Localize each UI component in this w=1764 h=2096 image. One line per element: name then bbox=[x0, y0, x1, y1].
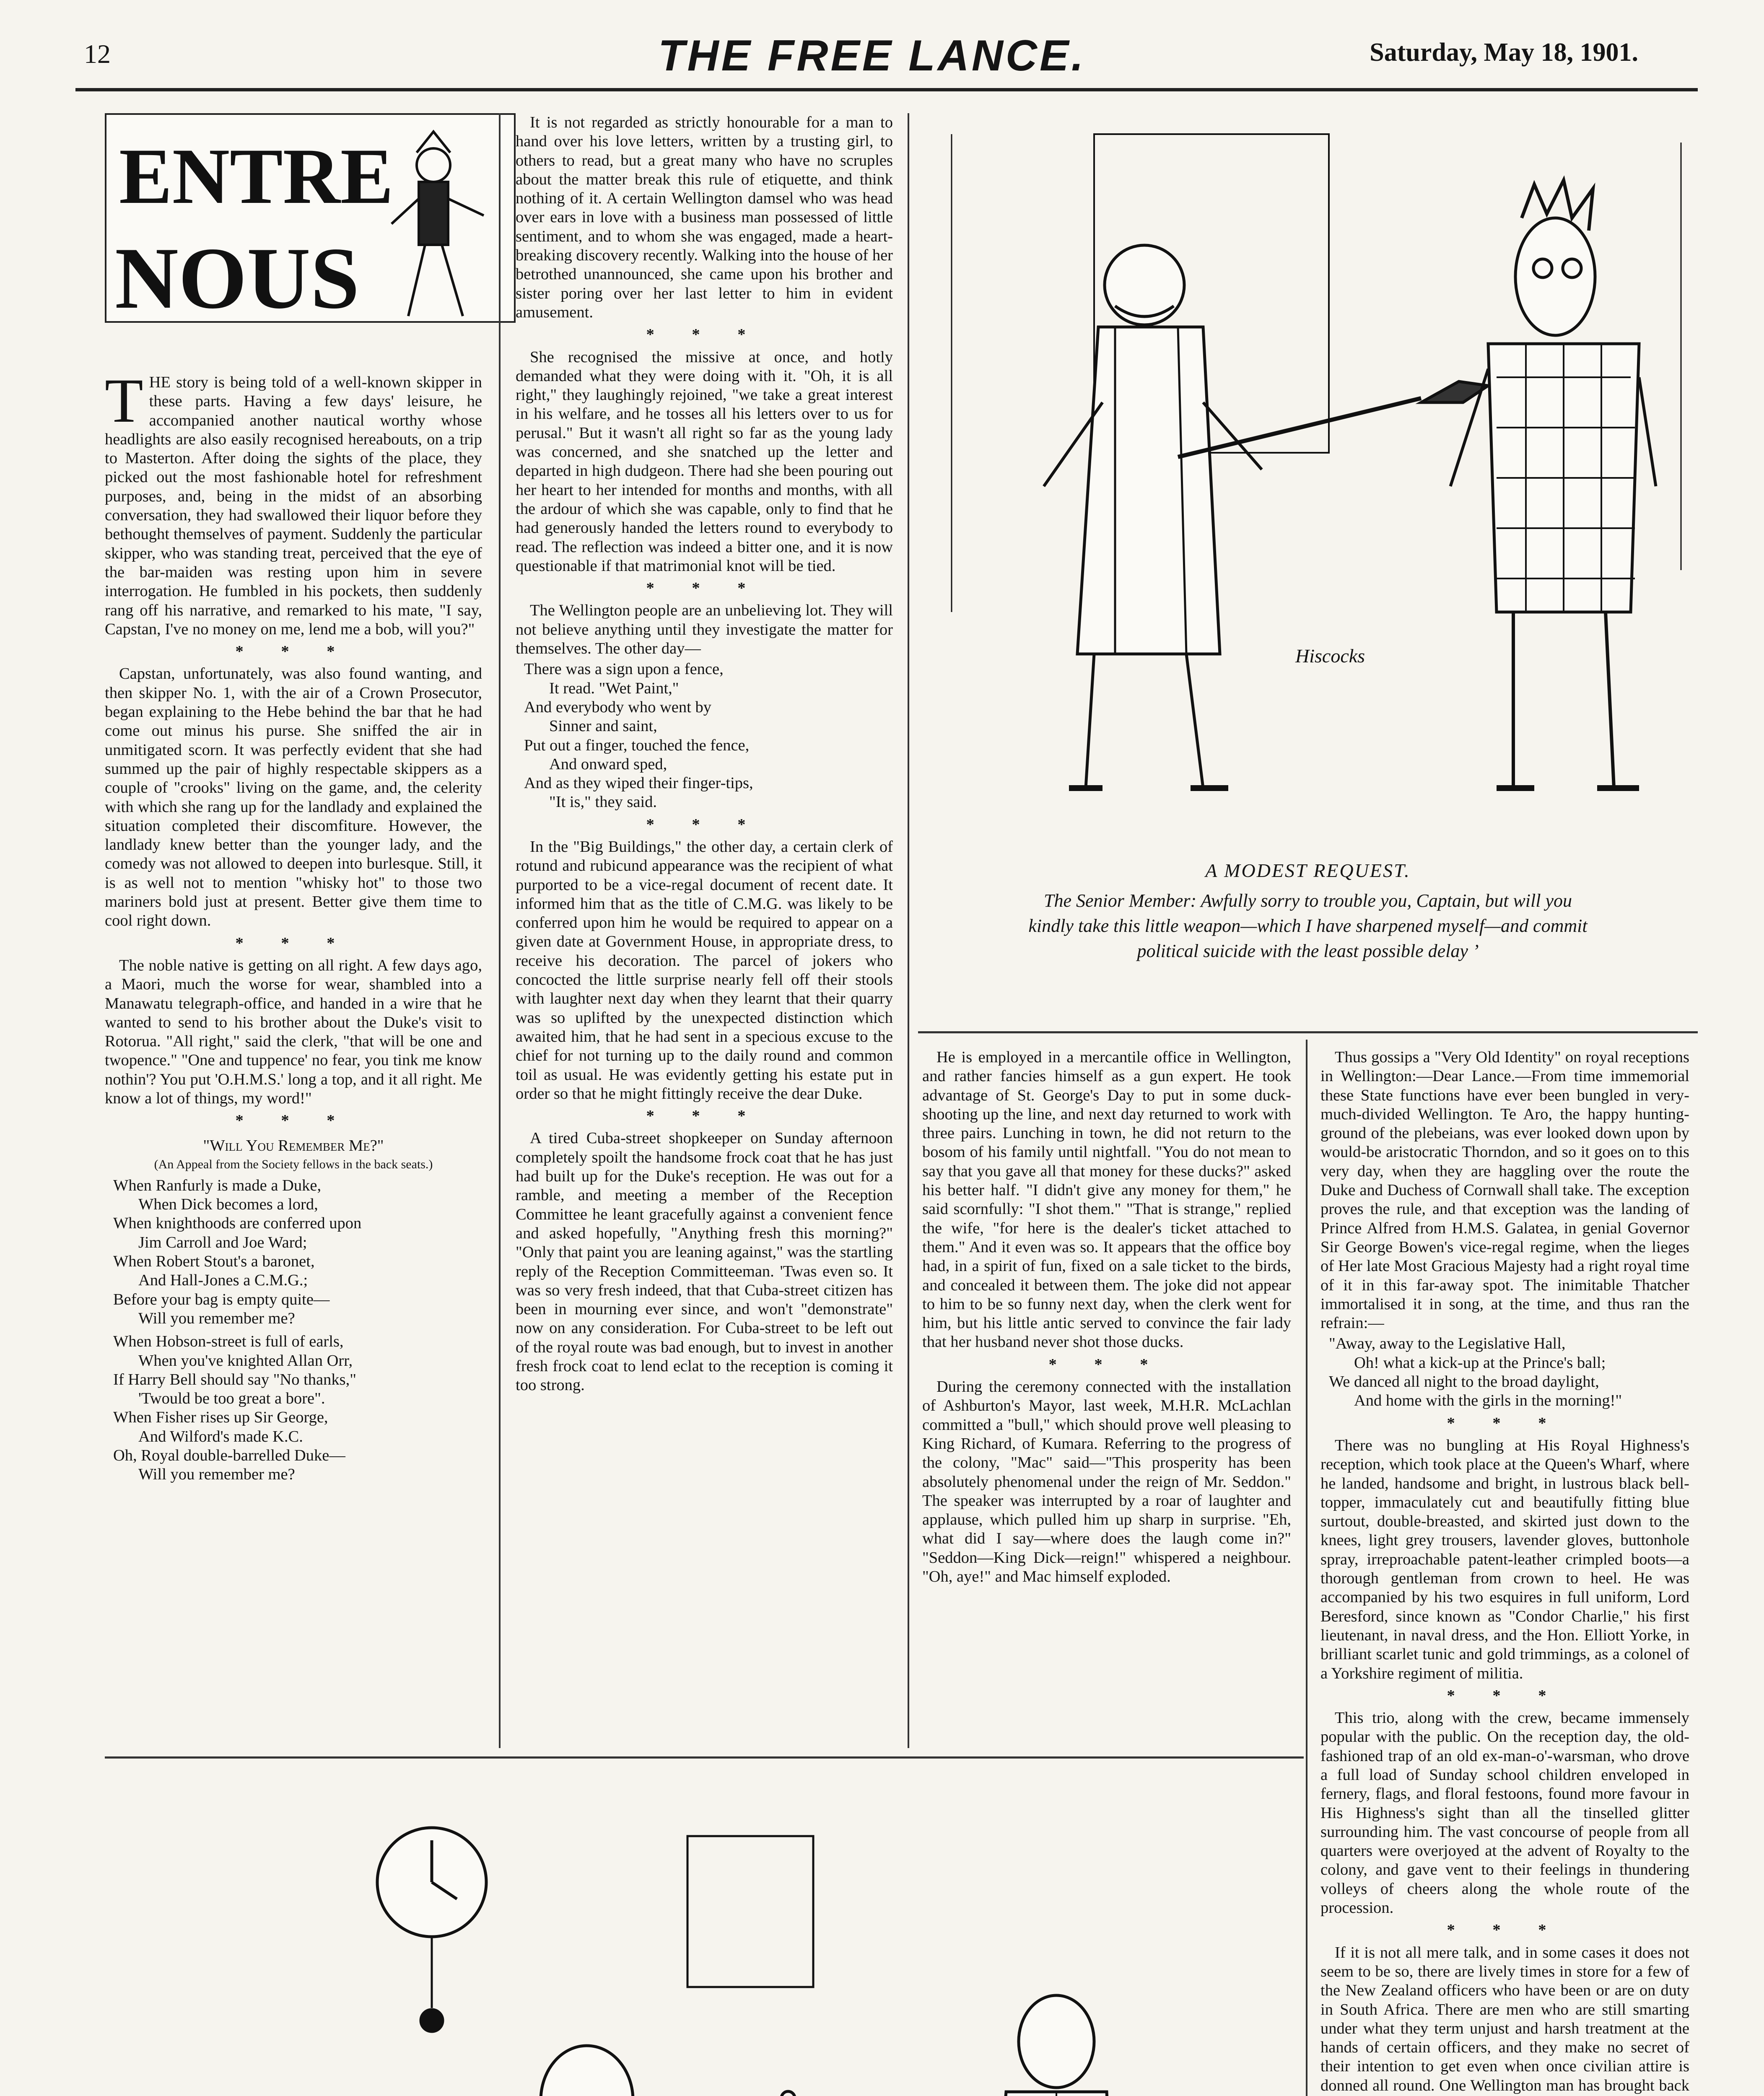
story-big-buildings: In the "Big Buildings," the other day, a certain clerk of rotund and rubicund appearance was the recipient of what purported to be a vice-regal document of recent date. It informed him that as the title of C.M.G. was likely to be conferred upon him he would be required to appear on a given date at Government House, in appropriate dress, to receive his decoration. The parcel of jokers who concocted the little surprise nearly fell off their stools with laughter next day when they learnt that their quarry was so uplifted by the unexpected distinction which awaited him, that he had sent in a specious excuse to the chief for not turning up to the daily round and common toil as usual. He was evidently getting his estate put in order so that he might fittingly receive the dear Duke. bbox=[516, 838, 893, 1102]
page-number: 12 bbox=[84, 39, 111, 69]
cartoon-top-caption-1: The Senior Member: Awfully sorry to trouble you, Captain, but will you bbox=[1043, 890, 1572, 911]
story-skipper-2: Capstan, unfortunately, was also found wanting, and then skipper No. 1, with the air of a Crown Prosecutor, began explaining to the Hebe behind the bar that he had come out minus his purse. She sniffed the air in unmitigated scorn. It was perfectly evident that she had summed up the pair of highly respectable skippers as a couple of "crooks" living on the game, and, the celerity with which she rang up for the landlady and explained the situation completed their discomfiture. However, the landlady knew better than the younger lady, and the comedy was not allowed to deepen into burlesque. Still, it is as well not to mention "whisky hot" to those two mariners bold just at present. Better give them time to cool right down. bbox=[105, 665, 482, 930]
header-rule bbox=[75, 88, 1698, 91]
separator-stars: * * * bbox=[1447, 1921, 1563, 1939]
poem-body: When Ranfurly is made a Duke, When Dick becomes a lord, When knighthoods are conferred upon Jim Carroll and Joe Ward; When Robert Stout's a baronet, And Hall-Jones a C.M.G.; Before your bag is empty quite— Will you remember me? When Hobson-street is full of earls, When you've knighted Allan Orr, If Harry Bell should say "No thanks," 'Twould be too great a bore". When Fisher rises up Sir George, And Wilford's made K.C. Oh, Royal double-barrelled Duke— Will you remember me? bbox=[113, 1176, 362, 1484]
story-wet-paint-intro: The Wellington people are an unbelieving lot. They will not believe anything until they investigate the matter for themselves. The other day— bbox=[516, 602, 893, 658]
logo-word-entre: ENTRE bbox=[119, 132, 394, 220]
story-maori-telegram: The noble native is getting on all right. A few days ago, a Maori, much the worse for wear, shambled into a Manawatu telegraph-office, and handed in a wire that he wanted to send to his brother about the Duke's visit to Rotorua. "All right," said the clerk, "that will be one and twopence." "One and tuppence' no fear, you tink me know nothin'? You put 'O.H.M.S.' long a top, and it all right. Me know a lot of things, my word!" bbox=[105, 956, 482, 1107]
column-2 bbox=[516, 113, 893, 1397]
story-south-africa: If it is not all mere talk, and in some cases it does not seem to be so, there are lively times in store for a few of the New Zealand officers who have been or are on duty in South Africa. There are men who are still smarting under what they term unjust and harsh treatment at the hands of certain officers, and they make no secret of their intention to get even when once civilian attire is donned all round. One Wellington man has brought back bbox=[1320, 1943, 1689, 2094]
cartoon-top-caption-3: political suicide with the least possible delay ’ bbox=[1137, 941, 1479, 961]
cartoon-illustration-top bbox=[918, 109, 1698, 843]
logo-word-nous: NOUS bbox=[115, 230, 360, 324]
policeman-figure bbox=[981, 1995, 1123, 2096]
jester-figure bbox=[392, 132, 484, 316]
refrain-verse: "Away, away to the Legislative Hall, Oh! what a kick-up at the Prince's ball; We danced all night to the broad daylight, And home with the girls in the morning!" bbox=[1329, 1335, 1622, 1410]
separator-stars: * * * bbox=[1447, 1686, 1563, 1704]
cartoon-illustration-bottom bbox=[293, 1773, 1304, 2096]
separator-stars: * * * bbox=[235, 643, 352, 661]
section-rule bbox=[105, 1756, 1304, 1759]
story-skipper-1: THE story is being told of a well-known skipper in these parts. Having a few days' leisure, he accompanied another nautical worthy whose headlights are also easily recognised hereabouts, on a trip to Masterton. After doing the sights of the place, they picked out the most fashionable hotel for refreshment purposes, and, being in the midst of an absorbing conversation, they had swallowed their liquor before they bethought themselves of payment. Suddenly the particular skipper, who was standing treat, perceived that the eye of the bar-maiden was resting upon him in severe interrogation. He fumbled in his pockets, then suddenly rang off his narrative, and remarked to his mate, "I say, Capstan, I've no money on me, lend me a bob, will you?" bbox=[105, 366, 482, 638]
poem-note: (An Appeal from the Society fellows in the back seats.) bbox=[154, 1157, 433, 1171]
poem-title: "Will You Remember Me?" bbox=[203, 1136, 384, 1154]
story-royal-receptions: Thus gossips a "Very Old Identity" on royal receptions in Wellington:—Dear Lance.—From time immemorial these State functions have ever been bungled in very-much-divided Wellington. Te Aro, the happy hunting-ground of the plebeians, was ever looked down upon by would-be aristocratic Thorndon, and so it goes on to this very day, when they are haggling over the route the Duke and Duchess of Cornwall shall take. The exception proves the rule, and that exception was the landing of Prince Alfred from H.M.S. Galatea, in genial Governor Sir George Bowen's vice-regal regime, when the lieges of Her late Most Gracious Majesty had a right royal time of it in this far-away spot. The inimitable Thatcher immortalised it in song, at the time, and thus ran the refrain:— bbox=[1320, 1048, 1689, 1332]
story-love-letters-2: She recognised the missive at once, and hotly demanded what they were doing with it. "Oh, it is all right," they laughingly rejoined, "we take a great interest in his welfare, and he tosses all his letters over to us for perusal." But it wasn't all right so far as the young lady was concerned, and she snatched up the letter and departed in high dudgeon. There had she been pouring out her heart to her intended for months and months, with all the ardour of which she was capable, only to find that he had generously handed the letters round to everybody to read. The reflection was indeed a bitter one, and it is now questionable if that matrimonial knot will be tied. bbox=[516, 348, 893, 575]
wall-clock bbox=[377, 1828, 486, 2031]
section-rule bbox=[918, 1031, 1698, 1033]
story-mclachlan-bull: During the ceremony connected with the installation of Ashburton's Mayor, last week, M.H.R. McLachlan committed a "bull," which should prove well pleasing to King Richard, of Kumara. Referring to the progress of the colony, "Mac" said—"This prosperity has been absolutely phenomenal under the reign of Mr. Seddon." The speaker was interrupted by a roar of laughter and applause, which pulled him up sharp in surprise. "Eh, what did I say—where does the laugh come in?" "Seddon—King Dick—reign!" whispered a neighbour. "Oh, aye!" and Mac himself exploded. bbox=[922, 1378, 1291, 1586]
masthead-title: THE FREE LANCE. bbox=[658, 31, 1086, 80]
separator-stars: * * * bbox=[235, 934, 352, 952]
separator-stars: * * * bbox=[1447, 1414, 1563, 1432]
separator-stars: * * * bbox=[235, 1112, 352, 1130]
issue-date: Saturday, May 18, 1901. bbox=[1370, 38, 1638, 67]
captain-figure bbox=[1450, 180, 1656, 788]
separator-stars: * * * bbox=[646, 326, 763, 344]
story-prince-alfred: There was no bungling at His Royal Highness's reception, which took place at the Queen's Wharf, where he landed, handsome and bright, in lustrous black bell-topper, immaculately cut and beautifully fitting blue surtout, double-breasted, and skirted just down to the knees, light grey trousers, lavender gloves, buttonhole spray, irreproachable patent-leather crimpled boots—a thorough gentleman from crown to heel. He was accompanied by his two esquires in full uniform, Lord Beresford, since known as "Condor Charlie," his first lieutenant, in naval dress, and the Hon. Elliott Yorke, in brilliant scarlet tunic and gold trimmings, as a colonel of a Yorkshire regiment of militia. bbox=[1320, 1436, 1689, 1682]
story-ducks: He is employed in a mercantile office in Wellington, and rather fancies himself as a gun expert. He took advantage of St. George's Day to put in some duck-shooting up the line, and next day returned to work with three pairs. Lunching in town, he did not return to the bosom of his family until nightfall. "You do not mean to say that you gave all that money for these ducks?" asked his better half. "I didn't give any money for them," he said scornfully: "I shot them." "That is strange," replied the wife, "for here is the dealer's ticket attached to them." And it even was so. It appears that the office boy had, in a spirit of fun, fixed on a sale ticket to the birds, and concealed it between them. The joke did not appear to him to be so funny next day, when the clerk went for him, but his little antic served to convince the fair lady that her husband never shot those ducks. bbox=[922, 1048, 1291, 1351]
sword-weapon bbox=[1178, 381, 1488, 457]
story-love-letters: It is not regarded as strictly honourable for a man to hand over his love letters, written by a trusting girl, to others to read, but a great many who have no scruples about the matter break this rule of etiquette, and think nothing of it. A certain Wellington damsel who was head over ears in love with a business man possessed of little sentiment, and to whom she was engaged, made a heart-breaking discovery recently. Walking into the house of her betrothed unannounced, she came upon his brother and sister poring over her last letter to him in evident amusement. bbox=[516, 114, 893, 321]
column-divider bbox=[1306, 1040, 1307, 2096]
notice-board bbox=[687, 1836, 813, 1987]
separator-stars: * * * bbox=[1048, 1355, 1165, 1373]
story-trio: This trio, along with the crew, became immensely popular with the public. On the reception day, the old-fashioned trap of an old ex-man-o'-warsman, who drove a full load of Sunday school children enveloped in fernery, flags, and floral festoons, found more favour in His Highness's sight than all the tinselled glitter surrounding him. The vast concourse of people from all quarters were overjoyed at the advent of Royalty to the colony, and gave vent to their feelings in thundering volleys of cheers along the whole route of the procession. bbox=[1320, 1709, 1689, 1917]
wet-paint-verse: There was a sign upon a fence, It read. "Wet Paint," And everybody who went by Sinner and saint, Put out a finger, touched the fence, And onward sped, And as they wiped their finger-tips, "It is," they said. bbox=[524, 660, 753, 811]
separator-stars: * * * bbox=[646, 579, 763, 597]
cartoon-court-incident bbox=[293, 1773, 1304, 2096]
cartoon-top-caption-2: kindly take this little weapon—which I have sharpened myself—and commit bbox=[1028, 916, 1588, 936]
separator-stars: * * * bbox=[646, 815, 763, 833]
artist-signature-top: Hiscocks bbox=[1295, 645, 1365, 667]
magistrate-figure bbox=[503, 2046, 795, 2096]
cartoon-top-title: A MODEST REQUEST. bbox=[1205, 860, 1411, 881]
story-cuba-street: A tired Cuba-street shopkeeper on Sunday afternoon completely spoilt the handsome frock coat that he has just had built up for the Duke's reception. He was out for a ramble, and meeting a member of the Reception Committee he leant gracefully against a convenient fence and asked hopefully, "Anything fresh this morning?" "Only that paint you are leaning against," was the startling reply of the Reception Committeeman. 'Twas even so. It was so very fresh indeed, that that Cuba-street citizen has been in mourning ever since, and won't "demonstrate" now on any consideration. For Cuba-street to be left out of the royal route was bad enough, but to invest in another fresh frock coat to lend eclat to the reception is coming it too strong. bbox=[516, 1129, 893, 1394]
column-divider bbox=[499, 113, 501, 1748]
entre-nous-illustration bbox=[106, 115, 517, 324]
column-4 bbox=[1320, 1048, 1689, 2096]
column-1 bbox=[105, 366, 482, 1484]
entre-nous-logo bbox=[105, 113, 516, 323]
separator-stars: * * * bbox=[646, 1107, 763, 1125]
column-3 bbox=[922, 1048, 1291, 1588]
cartoon-modest-request bbox=[918, 109, 1698, 1010]
column-divider bbox=[908, 113, 909, 1748]
senior-member-figure bbox=[1044, 245, 1262, 788]
